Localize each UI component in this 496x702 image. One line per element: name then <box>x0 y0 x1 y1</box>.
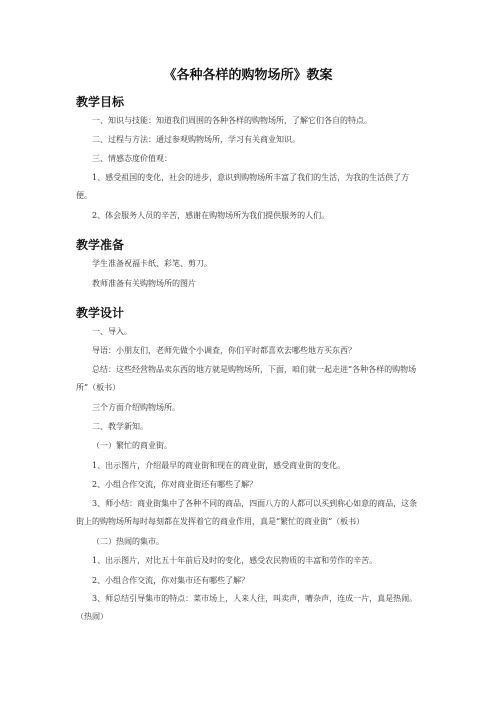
design-item-3: 总结：这些经营物品卖东西的地方就是购物场所，下面，咱们就一起走进“各种各样的购物场所”（板书） <box>76 365 417 392</box>
design-item-7: 1、出示图片，介绍最早的商业街和现在的商业街，感受商业街的变化。 <box>92 461 346 470</box>
prep-item-1: 学生准备祝福卡纸、彩笔、剪刀。 <box>92 259 212 268</box>
goals-item-1: 一、知识与技能：知道我们周围的各种各样的购物场所，了解它们各自的特点。 <box>92 116 372 125</box>
design-item-13: 3、师总结引导集市的特点：菜市场上，人来人往，叫卖声，嘈杂声，连成一片，真是热闹。（热闹） <box>76 594 418 621</box>
design-item-8: 2、小组合作交流，你对商业街还有哪些了解？ <box>92 480 258 489</box>
design-item-9: 3、师小结：商业街集中了各种不同的商品，四面八方的人都可以买到称心如意的商品，这条街上的购物场所每时每刻都在发挥着它的商业作用，真是“繁忙的商业街”（板书） <box>76 499 418 526</box>
goals-item-2: 二、过程与方法：通过参观购物场所，学习有关商业知识。 <box>92 135 300 144</box>
design-item-2: 导语：小朋友们，老师先做个小调查，你们平时都喜欢去哪些地方买东西？ <box>92 346 356 355</box>
design-item-12: 2、小组合作交流，你对集市还有哪些了解？ <box>92 576 250 585</box>
section-heading-goals: 教学目标 <box>76 95 125 109</box>
design-item-5: 二、教学新知。 <box>92 422 148 431</box>
goals-item-3: 三、情感态度价值观： <box>92 154 172 163</box>
goals-item-4: 1、感受祖国的变化，社会的进步，意识到购物场所丰富了我们的生活，为我的生活供了方便。 <box>76 173 410 200</box>
section-heading-design: 教学设计 <box>76 306 125 320</box>
design-item-1: 一、导入。 <box>92 327 132 336</box>
section-heading-prep: 教学准备 <box>76 238 125 252</box>
prep-item-2: 教师准备有关购物场所的图片 <box>92 279 196 288</box>
design-item-4: 三个方面介绍购物场所。 <box>92 403 180 412</box>
document-title: 《各种各样的购物场所》教案 <box>163 68 333 83</box>
design-item-11: 1、出示图片，对比五十年前后及时的变化，感受农民物质的丰富和劳作的辛苦。 <box>92 556 378 565</box>
design-item-6: （一）繁忙的商业街。 <box>92 441 172 450</box>
design-item-10: （二）热闹的集市。 <box>92 537 164 546</box>
goals-item-5: 2、体会服务人员的辛苦，感谢在购物场所为我们提供服务的人们。 <box>92 211 330 220</box>
